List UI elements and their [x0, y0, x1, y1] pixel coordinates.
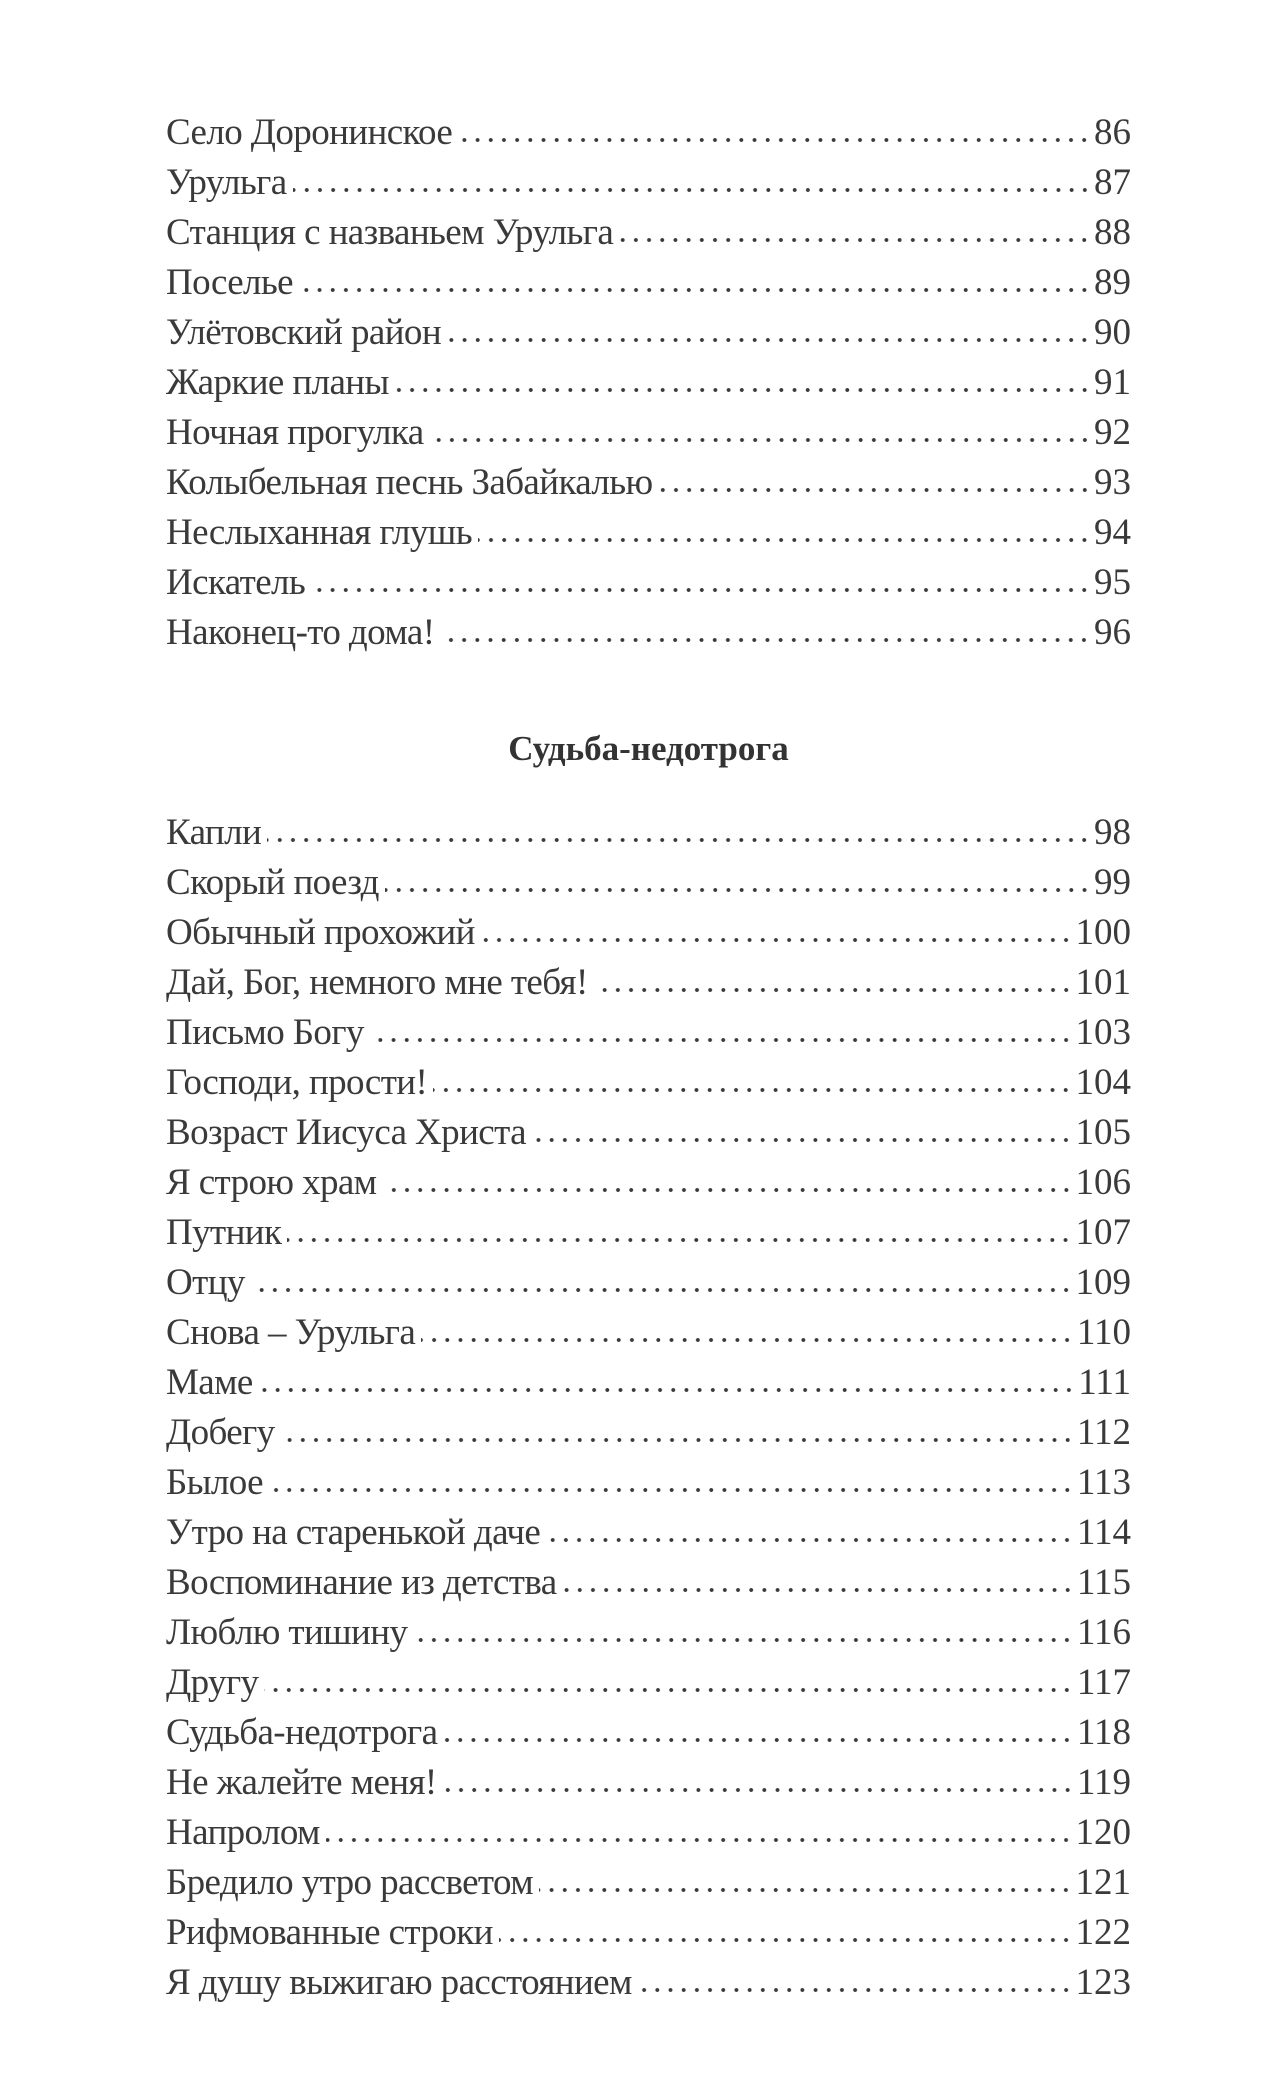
toc-entry — [166, 608, 1131, 658]
toc-entry — [166, 1658, 1131, 1708]
toc-entry — [166, 558, 1131, 608]
dot-leader — [385, 887, 1091, 893]
toc-entry-page: 90 — [1094, 312, 1131, 353]
toc-entry — [166, 108, 1131, 158]
toc-entry-title: Напролом — [166, 1812, 320, 1853]
toc-entry — [166, 1508, 1131, 1558]
toc-entry-title: Наконец-то дома! — [166, 612, 435, 653]
dot-leader — [413, 1637, 1074, 1643]
toc-entry-title: Судьба-недотрога — [166, 1712, 438, 1753]
toc-entry-page: 118 — [1076, 1712, 1131, 1753]
toc-entry — [166, 1558, 1131, 1608]
dot-leader — [311, 587, 1091, 593]
toc-entry — [166, 1358, 1131, 1408]
toc-entry-page: 113 — [1076, 1462, 1131, 1503]
toc-entry-page: 109 — [1075, 1262, 1131, 1303]
dot-leader — [430, 437, 1091, 443]
dot-leader — [281, 1437, 1074, 1443]
toc-entry — [166, 158, 1131, 208]
toc-entry — [166, 1958, 1131, 2008]
toc-entry-title: Воспоминание из детства — [166, 1562, 557, 1603]
toc-entry-page: 110 — [1076, 1312, 1131, 1353]
toc-entry-title: Урульга — [166, 162, 287, 203]
dot-leader — [659, 487, 1091, 493]
toc-entry-page: 112 — [1076, 1412, 1131, 1453]
toc-entry-title: Капли — [166, 812, 262, 853]
toc-entry-title: Добегу — [166, 1412, 275, 1453]
toc-entry-title: Утро на старенькой даче — [166, 1512, 541, 1553]
toc-entry-title: Жаркие планы — [166, 362, 389, 403]
toc-entry-page: 101 — [1075, 962, 1131, 1003]
toc-entry-title: Рифмованные строки — [166, 1912, 493, 1953]
toc-entry-title: Станция с названьем Урульга — [166, 212, 614, 253]
toc-entry-page: 106 — [1075, 1162, 1131, 1203]
toc-entry — [166, 208, 1131, 258]
toc-entry-title: Искатель — [166, 562, 306, 603]
toc-entry-page: 116 — [1076, 1612, 1131, 1653]
dot-leader — [481, 937, 1073, 943]
toc-entry — [166, 1908, 1131, 1958]
toc-entry-title: Снова – Урульга — [166, 1312, 416, 1353]
toc-entry — [166, 1608, 1131, 1658]
toc-entry-title: Поселье — [166, 262, 293, 303]
toc-entry — [166, 1308, 1131, 1358]
toc-entry-title: Люблю тишину — [166, 1612, 408, 1653]
dot-leader — [443, 1737, 1073, 1743]
toc-entry-page: 89 — [1094, 262, 1131, 303]
dot-leader — [478, 537, 1091, 543]
dot-leader — [269, 1487, 1074, 1493]
toc-entry — [166, 308, 1131, 358]
toc-entry-title: Отцу — [166, 1262, 245, 1303]
toc-entry — [166, 1158, 1131, 1208]
toc-entry-title: Возраст Иисуса Христа — [166, 1112, 526, 1153]
toc-entry — [166, 258, 1131, 308]
toc-entry-title: Улётовский район — [166, 312, 442, 353]
toc-entry — [166, 1458, 1131, 1508]
toc-entry-page: 99 — [1094, 862, 1131, 903]
toc-section-1 — [166, 108, 1131, 658]
dot-leader — [395, 387, 1091, 393]
toc-entry — [166, 908, 1131, 958]
dot-leader — [440, 637, 1091, 643]
toc-entry-title: Маме — [166, 1362, 253, 1403]
toc-entry-title: Путник — [166, 1212, 282, 1253]
toc-entry-page: 103 — [1075, 1012, 1131, 1053]
toc-entry — [166, 808, 1131, 858]
dot-leader — [443, 1787, 1074, 1793]
dot-leader — [259, 1387, 1075, 1393]
toc-entry-page: 93 — [1094, 462, 1131, 503]
toc-entry-page: 88 — [1094, 212, 1131, 253]
toc-entry-title: Обычный прохожий — [166, 912, 475, 953]
toc-entry-title: Былое — [166, 1462, 263, 1503]
dot-leader — [267, 837, 1091, 843]
toc-entry-page: 96 — [1094, 612, 1131, 653]
toc-entry — [166, 1008, 1131, 1058]
table-of-contents — [166, 108, 1131, 2008]
dot-leader — [546, 1537, 1074, 1543]
section-heading: Судьба-недотрога — [508, 729, 789, 768]
toc-entry-title: Колыбельная песнь Забайкалью — [166, 462, 653, 503]
toc-entry-title: Дай, Бог, немного мне тебя! — [166, 962, 588, 1003]
toc-entry-title: Ночная прогулка — [166, 412, 424, 453]
toc-entry-page: 104 — [1075, 1062, 1131, 1103]
toc-entry-title: Я душу выжигаю расстоянием — [166, 1962, 632, 2003]
dot-leader — [287, 1237, 1072, 1243]
dot-leader — [433, 1087, 1072, 1093]
toc-entry-page: 95 — [1094, 562, 1131, 603]
toc-entry — [166, 458, 1131, 508]
toc-entry — [166, 358, 1131, 408]
toc-entry — [166, 408, 1131, 458]
toc-entry-page: 87 — [1094, 162, 1131, 203]
toc-entry-title: Неслыханная глушь — [166, 512, 472, 553]
toc-entry-page: 117 — [1076, 1662, 1131, 1703]
toc-entry — [166, 1808, 1131, 1858]
toc-entry-page: 98 — [1094, 812, 1131, 853]
toc-entry-page: 120 — [1075, 1812, 1131, 1853]
toc-entry-page: 122 — [1075, 1912, 1131, 1953]
dot-leader — [638, 1987, 1073, 1993]
toc-entry — [166, 1408, 1131, 1458]
toc-section-2 — [166, 808, 1131, 2008]
toc-entry-page: 94 — [1094, 512, 1131, 553]
dot-leader — [447, 337, 1091, 343]
toc-entry — [166, 1708, 1131, 1758]
toc-entry-page: 86 — [1094, 112, 1131, 153]
toc-entry-page: 105 — [1075, 1112, 1131, 1153]
dot-leader — [619, 237, 1091, 243]
toc-entry-title: Бредило утро рассветом — [166, 1862, 534, 1903]
toc-entry — [166, 508, 1131, 558]
dot-leader — [264, 1687, 1073, 1693]
toc-entry — [166, 1208, 1131, 1258]
toc-entry — [166, 958, 1131, 1008]
toc-entry — [166, 1108, 1131, 1158]
toc-entry-page: 115 — [1076, 1562, 1131, 1603]
toc-entry-title: Господи, прости! — [166, 1062, 428, 1103]
toc-entry — [166, 1058, 1131, 1108]
toc-entry-title: Письмо Богу — [166, 1012, 364, 1053]
toc-entry-page: 119 — [1076, 1762, 1131, 1803]
toc-entry-page: 91 — [1094, 362, 1131, 403]
dot-leader — [594, 987, 1073, 993]
toc-entry-title: Другу — [166, 1662, 259, 1703]
toc-entry-page: 123 — [1075, 1962, 1131, 2003]
toc-entry — [166, 1258, 1131, 1308]
toc-entry — [166, 858, 1131, 908]
toc-entry-page: 111 — [1078, 1362, 1131, 1403]
dot-leader — [383, 1187, 1073, 1193]
dot-leader — [499, 1937, 1073, 1943]
toc-entry — [166, 1858, 1131, 1908]
toc-entry-title: Не жалейте меня! — [166, 1762, 437, 1803]
toc-entry — [166, 1758, 1131, 1808]
dot-leader — [458, 137, 1091, 143]
toc-entry-page: 121 — [1075, 1862, 1131, 1903]
toc-entry-title: Я строю храм — [166, 1162, 377, 1203]
toc-entry-page: 107 — [1075, 1212, 1131, 1253]
dot-leader — [539, 1887, 1072, 1893]
dot-leader — [299, 287, 1091, 293]
dot-leader — [370, 1037, 1073, 1043]
dot-leader — [251, 1287, 1073, 1293]
dot-leader — [326, 1837, 1073, 1843]
dot-leader — [563, 1587, 1074, 1593]
toc-entry-title: Скорый поезд — [166, 862, 379, 903]
toc-entry-page: 100 — [1075, 912, 1131, 953]
dot-leader — [293, 187, 1091, 193]
toc-entry-page: 92 — [1094, 412, 1131, 453]
toc-entry-title: Село Доронинское — [166, 112, 453, 153]
dot-leader — [421, 1337, 1074, 1343]
toc-entry-page: 114 — [1076, 1512, 1131, 1553]
dot-leader — [532, 1137, 1073, 1143]
